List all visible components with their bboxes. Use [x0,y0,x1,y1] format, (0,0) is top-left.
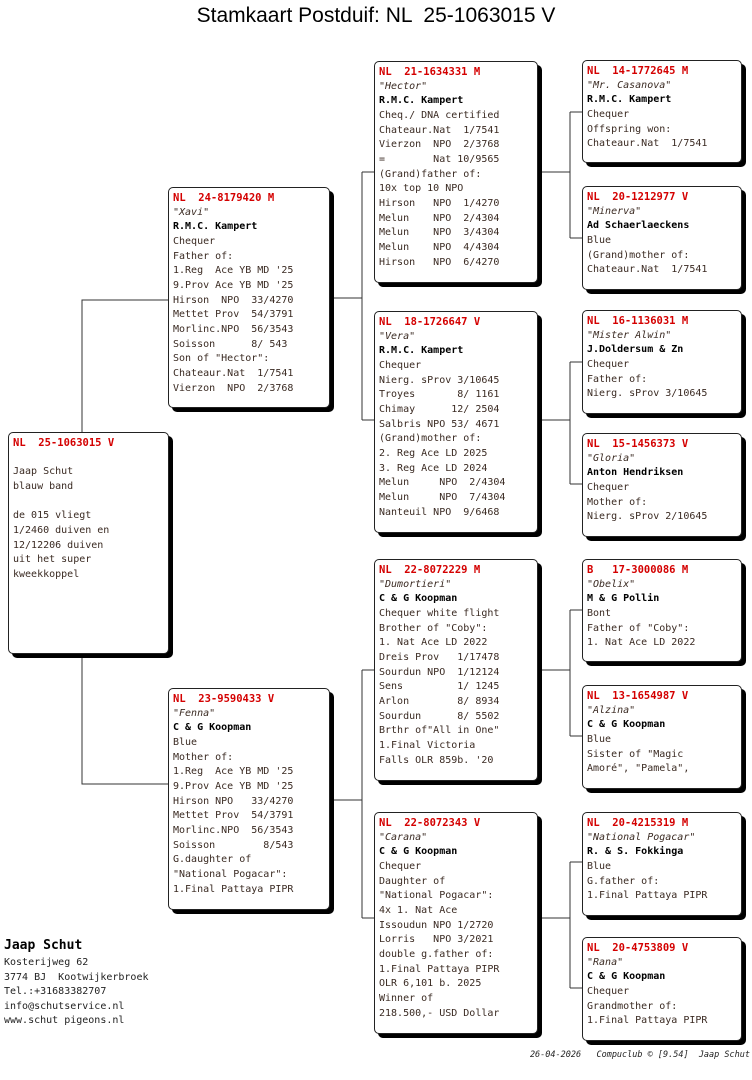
info-line: kweekkoppel [13,568,80,580]
mfm-name: "Alzina" [587,704,636,716]
owner-name: Jaap Schut [4,938,83,953]
great-grandparent-card-mmm[interactable] [582,937,742,1041]
info-line: Winner of [379,992,434,1004]
grandmother-maternal-card[interactable] [374,812,538,1034]
father-name: "Xavi" [173,206,210,218]
info-line: Mettet Prov 54/3791 [173,810,294,822]
info-line: Soisson 8/ 543 [173,338,288,350]
info-line: www.schut pigeons.nl [4,1015,125,1026]
mff-name: "Obelix" [587,578,636,590]
info-line: Chequer white flight [379,607,500,619]
owner-contact-block [4,938,149,1029]
info-line: Daughter of [379,875,446,887]
info-line: Blue [587,733,612,745]
info-line: Sens 1/ 1245 [379,681,500,693]
info-line: Falls OLR 859b. '20 [379,754,494,766]
info-line: Blue [587,234,612,246]
info-line: 9.Prov Ace YB MD '25 [173,780,294,792]
mf-ring-number: NL 22-8072229 M [379,564,481,576]
info-line: "National Pogacar": [173,868,288,880]
mmf-ring-number: NL 20-4215319 M [587,817,689,829]
info-line: Sister of "Magic [587,748,684,760]
info-line: Chequer [379,860,422,872]
info-line: Blue [173,736,198,748]
info-line: 1. Nat Ace LD 2022 [379,637,488,649]
info-line: Melun NPO 7/4304 [379,491,506,503]
info-line: = Nat 10/9565 [379,153,500,165]
info-line: Hirson NPO 33/4270 [173,294,294,306]
info-line: double g.father of: [379,948,494,960]
fm-owner: R.M.C. Kampert [379,345,464,357]
ffm-name: "Minerva" [587,205,642,217]
info-line: Nierg. sProv 2/10645 [587,511,708,523]
fff-owner: R.M.C. Kampert [587,94,672,106]
info-line: Brthr of"All in One" [379,725,500,737]
info-line: Chequer [587,358,630,370]
fff-name: "Mr. Casanova" [587,79,672,91]
info-line: Melun NPO 4/4304 [379,241,500,253]
ffm-owner: Ad Schaerlaeckens [587,220,690,232]
great-grandparent-card-ffm[interactable] [582,186,742,290]
mm-owner: C & G Koopman [379,846,458,858]
fmm-owner: Anton Hendriksen [587,467,684,479]
info-line: 3774 BJ Kootwijkerbroek [4,971,149,983]
info-line: Chequer [587,108,630,120]
info-line: Chateaur.Nat 1/7541 [587,138,708,150]
father-ring-number: NL 24-8179420 M [173,192,275,204]
mmf-owner: R. & S. Fokkinga [587,846,684,858]
info-line: 1.Final Victoria [379,739,476,751]
info-line: de 015 vliegt [13,510,92,522]
info-line: Chateaur.Nat 1/7541 [379,124,500,136]
info-line: Melun NPO 2/4304 [379,212,500,224]
info-line: blauw band [13,480,74,492]
info-line: Hirson NPO 1/4270 [379,197,500,209]
great-grandparent-card-fff[interactable] [582,60,742,163]
ff-owner: R.M.C. Kampert [379,95,464,107]
info-line: Nierg. sProv 3/10645 [587,388,708,400]
mfm-ring-number: NL 13-1654987 V [587,690,689,702]
info-line: 1.Final Pattaya PIPR [587,890,708,902]
info-line: 12/12206 duiven [13,539,104,551]
info-line: Son of "Hector": [173,353,270,365]
info-line: Dreis Prov 1/17478 [379,651,500,663]
info-line: 1.Reg Ace YB MD '25 [173,766,294,778]
info-line: 1/2460 duiven en [13,524,110,536]
info-line: 4x 1. Nat Ace [379,904,458,916]
info-line: Chequer [587,985,630,997]
mff-ring-number: B 17-3000086 M [587,564,689,576]
grandfather-maternal-card[interactable] [374,559,538,781]
mmm-owner: C & G Koopman [587,971,666,983]
fff-ring-number: NL 14-1772645 M [587,65,689,77]
fm-ring-number: NL 18-1726647 V [379,316,481,328]
info-line: Salbris NPO 53/ 4671 [379,418,500,430]
fmf-name: "Mister Alwin" [587,329,672,341]
ffm-ring-number: NL 20-1212977 V [587,191,689,203]
info-line: Hirson NPO 6/4270 [379,256,500,268]
info-line: "National Pogacar": [379,890,494,902]
info-line: Vierzon NPO 2/3768 [173,382,294,394]
mf-owner: C & G Koopman [379,593,458,605]
fmf-ring-number: NL 16-1136031 M [587,315,689,327]
father-owner: R.M.C. Kampert [173,221,258,233]
info-line [13,495,164,510]
grandfather-paternal-card[interactable] [374,61,538,283]
great-grandparent-card-fmm[interactable] [582,433,742,537]
info-line: Vierzon NPO 2/3768 [379,139,500,151]
info-line: 3. Reg Ace LD 2024 [379,462,488,474]
info-line: info@schutservice.nl [4,1000,125,1012]
info-line: Troyes 8/ 1161 [379,389,500,401]
great-grandparent-card-mff[interactable] [582,559,742,662]
info-line: Father of: [587,373,648,385]
great-grandparent-card-mfm[interactable] [582,685,742,789]
info-line: Soisson 8/543 [173,839,294,851]
info-line: Sourdun 8/ 5502 [379,710,500,722]
fm-name: "Vera" [379,330,416,342]
mm-name: "Carana" [379,831,428,843]
info-line: Nanteuil NPO 9/6468 [379,506,500,518]
fmf-owner: J.Doldersum & Zn [587,344,684,356]
info-line: 1.Final Pattaya PIPR [379,963,500,975]
info-line: Morlinc.NPO 56/3543 [173,824,294,836]
info-line: Morlinc.NPO 56/3543 [173,323,294,335]
mf-name: "Dumortieri" [379,578,452,590]
info-line: Chequer [173,235,216,247]
info-line: Melun NPO 3/4304 [379,227,500,239]
info-line [13,451,164,466]
info-line: G.father of: [587,875,660,887]
info-line: Kosterijweg 62 [4,957,89,968]
info-line: Bont [587,607,612,619]
info-line: 10x top 10 NPO [379,183,464,195]
info-line: Mother of: [173,751,234,763]
info-line: 1.Reg Ace YB MD '25 [173,265,294,277]
mother-ring-number: NL 23-9590433 V [173,693,275,705]
mmm-ring-number: NL 20-4753809 V [587,942,689,954]
info-line: Father of "Coby": [587,622,690,634]
info-line: Tel.:+31683382707 [4,986,107,997]
info-line: (Grand)father of: [379,168,482,180]
info-line: G.daughter of [173,854,252,866]
info-line: 2. Reg Ace LD 2025 [379,447,488,459]
info-line: Brother of "Coby": [379,622,488,634]
great-grandparent-card-mmf[interactable] [582,812,742,916]
mmm-name: "Rana" [587,956,624,968]
info-line: Melun NPO 2/4304 [379,477,506,489]
info-line: Jaap Schut [13,466,74,478]
info-line: Mettet Prov 54/3791 [173,309,294,321]
info-line: Chateaur.Nat 1/7541 [173,367,294,379]
info-line: Cheq./ DNA certified [379,109,500,121]
footer-credit: 26-04-2026 Compuclub © [9.54] Jaap Schut [529,1050,750,1060]
info-line: Father of: [173,250,234,262]
info-line: Offspring won: [587,123,672,135]
info-line: Chequer [379,359,422,371]
info-line: Sourdun NPO 1/12124 [379,666,500,678]
info-line: Hirson NPO 33/4270 [173,795,294,807]
page-title: Stamkaart Postduif: NL 25-1063015 V [196,4,556,27]
mmf-name: "National Pogacar" [587,831,696,843]
info-line: Chateaur.Nat 1/7541 [587,264,708,276]
grandmother-paternal-card[interactable] [374,311,538,533]
mother-name: "Fenna" [173,707,216,719]
mm-ring-number: NL 22-8072343 V [379,817,481,829]
info-line: 1. Nat Ace LD 2022 [587,637,696,649]
info-line: 1.Final Pattaya PIPR [173,883,294,895]
mother-owner: C & G Koopman [173,722,252,734]
father-pigeon-card[interactable] [168,187,330,408]
mfm-owner: C & G Koopman [587,719,666,731]
ff-ring-number: NL 21-1634331 M [379,66,481,78]
subject-ring-number: NL 25-1063015 V [13,437,115,449]
mother-pigeon-card[interactable] [168,688,330,910]
info-line: Arlon 8/ 8934 [379,695,500,707]
info-line: Blue [587,860,612,872]
info-line: Issoudun NPO 1/2720 [379,919,494,931]
info-line: uit het super [13,554,92,566]
info-line: Chimay 12/ 2504 [379,403,500,415]
info-line: 9.Prov Ace YB MD '25 [173,279,294,291]
fmm-name: "Gloria" [587,452,636,464]
info-line: 218.500,- USD Dollar [379,1007,500,1019]
great-grandparent-card-fmf[interactable] [582,310,742,414]
info-line: Nierg. sProv 3/10645 [379,374,500,386]
info-line: Amoré", "Pamela", [587,763,690,775]
info-line: (Grand)mother of: [587,249,690,261]
info-line: OLR 6,101 b. 2025 [379,978,482,990]
info-line: Grandmother of: [587,1000,678,1012]
ff-name: "Hector" [379,80,428,92]
fmm-ring-number: NL 15-1456373 V [587,438,689,450]
mff-owner: M & G Pollin [587,593,660,605]
info-line: (Grand)mother of: [379,433,482,445]
info-line: Lorris NPO 3/2021 [379,934,494,946]
info-line: Chequer [587,481,630,493]
info-line: Mother of: [587,496,648,508]
subject-pigeon-card[interactable] [8,432,169,654]
info-line: 1.Final Pattaya PIPR [587,1015,708,1027]
